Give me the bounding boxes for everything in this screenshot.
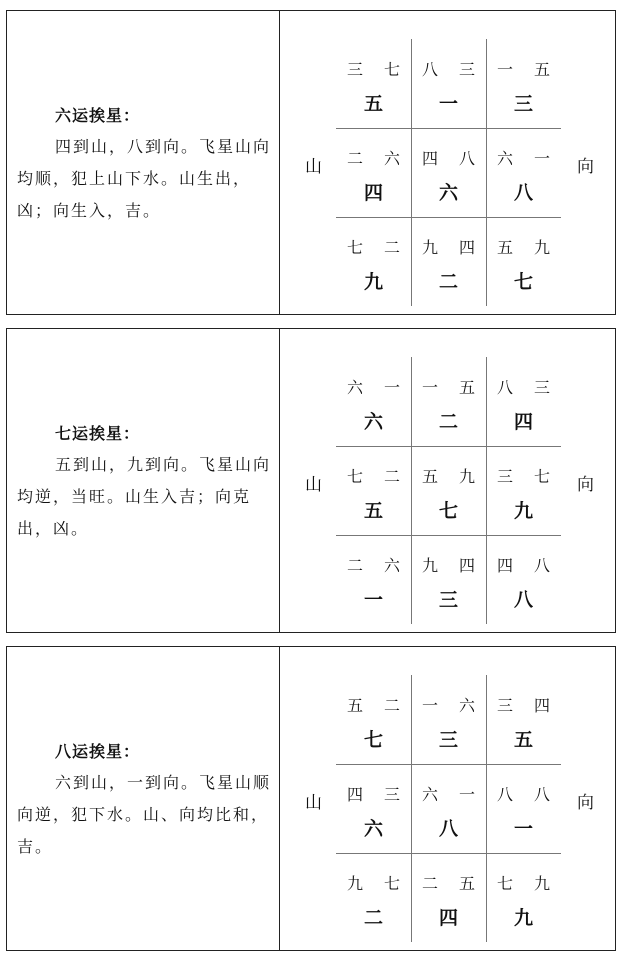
description-text: 五到山，九到向。飞星山向均逆，当旺。山生入吉；向克出，凶。 xyxy=(17,455,272,538)
period-star: 一 xyxy=(438,93,458,115)
grid-vertical-line xyxy=(486,39,487,306)
mountain-star: 七 xyxy=(496,874,513,893)
star-pair xyxy=(486,464,561,486)
period-star: 一 xyxy=(363,589,383,611)
panel-description xyxy=(17,131,275,227)
period-star: 二 xyxy=(438,271,458,293)
star-pair xyxy=(486,553,561,575)
period-star: 三 xyxy=(438,729,458,751)
mountain-star: 二 xyxy=(346,149,363,168)
flying-star-panel xyxy=(6,646,616,951)
star-pair xyxy=(486,871,561,893)
description-text: 六到山，一到向。飞星山顺向逆，犯下水。山、向均比和，吉。 xyxy=(17,773,272,856)
grid-vertical-line xyxy=(411,39,412,306)
star-pair xyxy=(411,375,486,397)
grid-horizontal-line xyxy=(336,853,561,854)
star-pair xyxy=(486,235,561,257)
facing-star: 八 xyxy=(533,556,550,575)
mountain-label: 山 xyxy=(305,157,322,177)
period-star: 五 xyxy=(513,729,533,751)
period-star: 五 xyxy=(363,93,383,115)
panel-description xyxy=(17,449,275,545)
flying-star-panel xyxy=(6,328,616,633)
star-pair xyxy=(411,146,486,168)
mountain-star: 九 xyxy=(346,874,363,893)
mountain-star: 四 xyxy=(346,785,363,804)
star-pair xyxy=(336,146,411,168)
period-star: 三 xyxy=(438,589,458,611)
grid-horizontal-line xyxy=(336,535,561,536)
grid-horizontal-line xyxy=(336,217,561,218)
facing-star: 三 xyxy=(383,785,400,804)
facing-star: 六 xyxy=(383,149,400,168)
mountain-star: 六 xyxy=(496,149,513,168)
mountain-star: 九 xyxy=(421,238,438,257)
mountain-star: 八 xyxy=(496,785,513,804)
facing-label: 向 xyxy=(577,793,594,813)
mountain-star: 三 xyxy=(496,696,513,715)
mountain-star: 八 xyxy=(496,378,513,397)
panel-title: 八运挨星： xyxy=(55,742,141,761)
facing-label: 向 xyxy=(577,157,594,177)
mountain-star: 五 xyxy=(496,238,513,257)
star-pair xyxy=(336,57,411,79)
star-pair xyxy=(411,871,486,893)
star-pair xyxy=(411,782,486,804)
period-star: 二 xyxy=(363,907,383,929)
star-pair xyxy=(411,464,486,486)
grid-vertical-line xyxy=(486,357,487,624)
facing-star: 九 xyxy=(458,467,475,486)
period-star: 七 xyxy=(513,271,533,293)
facing-star: 二 xyxy=(383,238,400,257)
mountain-label: 山 xyxy=(305,475,322,495)
mountain-star: 七 xyxy=(346,467,363,486)
facing-star: 五 xyxy=(458,378,475,397)
mountain-star: 四 xyxy=(496,556,513,575)
mountain-label: 山 xyxy=(305,793,322,813)
star-pair xyxy=(411,553,486,575)
mountain-star: 六 xyxy=(421,785,438,804)
description-column xyxy=(7,11,280,314)
period-star: 七 xyxy=(438,500,458,522)
period-star: 七 xyxy=(363,729,383,751)
star-pair xyxy=(411,235,486,257)
facing-star: 四 xyxy=(458,238,475,257)
mountain-star: 五 xyxy=(421,467,438,486)
period-star: 四 xyxy=(363,182,383,204)
facing-star: 四 xyxy=(458,556,475,575)
mountain-star: 三 xyxy=(346,60,363,79)
star-pair xyxy=(336,693,411,715)
star-pair xyxy=(336,464,411,486)
description-text: 四到山，八到向。飞星山向均顺，犯上山下水。山生出，凶；向生入，吉。 xyxy=(17,137,272,220)
flying-star-panel xyxy=(6,10,616,315)
mountain-star: 七 xyxy=(346,238,363,257)
star-pair xyxy=(336,782,411,804)
facing-star: 三 xyxy=(458,60,475,79)
mountain-star: 九 xyxy=(421,556,438,575)
period-star: 八 xyxy=(438,818,458,840)
facing-label: 向 xyxy=(577,475,594,495)
period-star: 五 xyxy=(363,500,383,522)
facing-star: 一 xyxy=(458,785,475,804)
grid-horizontal-line xyxy=(336,446,561,447)
period-star: 三 xyxy=(513,93,533,115)
mountain-star: 二 xyxy=(421,874,438,893)
period-star: 九 xyxy=(513,500,533,522)
grid-vertical-line xyxy=(486,675,487,942)
period-star: 六 xyxy=(438,182,458,204)
grid-vertical-line xyxy=(411,357,412,624)
facing-star: 二 xyxy=(383,467,400,486)
grid-horizontal-line xyxy=(336,764,561,765)
panel-title: 六运挨星： xyxy=(55,106,141,125)
star-pair xyxy=(336,553,411,575)
facing-star: 一 xyxy=(383,378,400,397)
mountain-star: 一 xyxy=(421,378,438,397)
facing-star: 二 xyxy=(383,696,400,715)
facing-star: 七 xyxy=(533,467,550,486)
period-star: 一 xyxy=(513,818,533,840)
period-star: 四 xyxy=(438,907,458,929)
mountain-star: 五 xyxy=(346,696,363,715)
mountain-star: 六 xyxy=(346,378,363,397)
mountain-star: 二 xyxy=(346,556,363,575)
mountain-star: 四 xyxy=(421,149,438,168)
period-star: 八 xyxy=(513,182,533,204)
facing-star: 一 xyxy=(533,149,550,168)
period-star: 九 xyxy=(363,271,383,293)
facing-star: 七 xyxy=(383,874,400,893)
grid-vertical-line xyxy=(411,675,412,942)
facing-star: 九 xyxy=(533,238,550,257)
facing-star: 五 xyxy=(458,874,475,893)
period-star: 六 xyxy=(363,411,383,433)
grid-horizontal-line xyxy=(336,128,561,129)
facing-star: 四 xyxy=(533,696,550,715)
star-pair xyxy=(411,693,486,715)
period-star: 二 xyxy=(438,411,458,433)
mountain-star: 八 xyxy=(421,60,438,79)
star-pair xyxy=(486,375,561,397)
facing-star: 九 xyxy=(533,874,550,893)
star-pair xyxy=(336,871,411,893)
star-pair xyxy=(486,782,561,804)
star-pair xyxy=(486,57,561,79)
star-pair xyxy=(411,57,486,79)
period-star: 八 xyxy=(513,589,533,611)
facing-star: 七 xyxy=(383,60,400,79)
facing-star: 五 xyxy=(533,60,550,79)
star-pair xyxy=(336,375,411,397)
facing-star: 六 xyxy=(458,696,475,715)
facing-star: 八 xyxy=(458,149,475,168)
panel-title: 七运挨星： xyxy=(55,424,141,443)
mountain-star: 三 xyxy=(496,467,513,486)
period-star: 九 xyxy=(513,907,533,929)
star-pair xyxy=(486,693,561,715)
star-pair xyxy=(486,146,561,168)
facing-star: 三 xyxy=(533,378,550,397)
facing-star: 八 xyxy=(533,785,550,804)
facing-star: 六 xyxy=(383,556,400,575)
description-column xyxy=(7,647,280,950)
mountain-star: 一 xyxy=(496,60,513,79)
description-column xyxy=(7,329,280,632)
panel-description xyxy=(17,767,275,863)
mountain-star: 一 xyxy=(421,696,438,715)
star-pair xyxy=(336,235,411,257)
period-star: 六 xyxy=(363,818,383,840)
period-star: 四 xyxy=(513,411,533,433)
